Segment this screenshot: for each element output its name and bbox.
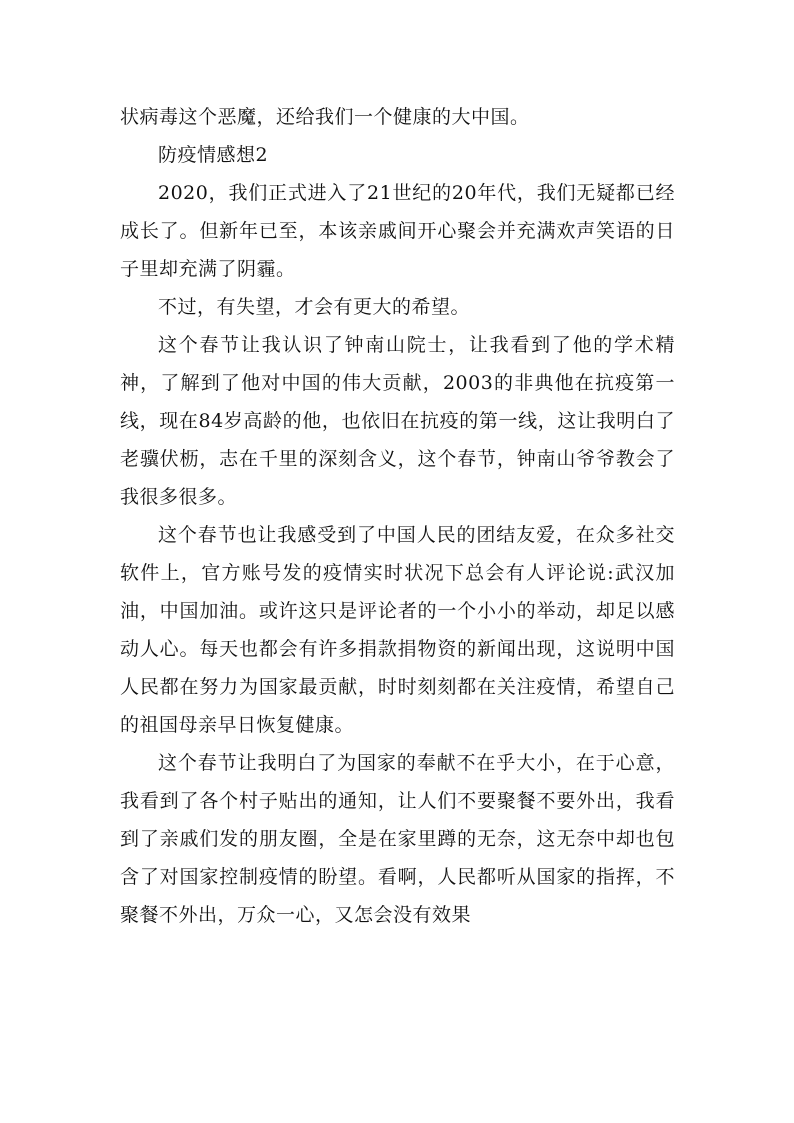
paragraph-continuation: 状病毒这个恶魔，还给我们一个健康的大中国。 — [120, 106, 530, 128]
paragraph: 2020，我们正式进入了21世纪的20年代，我们无疑都已经成长了。但新年已至，本该亲戚间开心聚会并充满欢声笑语的日子里却充满了阴霾。 — [120, 182, 675, 280]
section-heading: 防疫情感想2 — [158, 144, 269, 166]
paragraph: 这个春节也让我感受到了中国人民的团结友爱，在众多社交软件上，官方账号发的疫情实时状况下总会有人评论说:武汉加油，中国加油。或许这只是评论者的一个小小的举动，却足以感动人心。每天也都会有许多捐款捐物资的新闻出现，这说明中国人民都在努力为国家最贡献，时时刻刻都在关注疫情，希望自己的祖国母亲早日恢复健康。 — [120, 524, 675, 736]
document-body — [120, 98, 675, 934]
paragraph: 不过，有失望，才会有更大的希望。 — [158, 296, 471, 318]
paragraph: 这个春节让我认识了钟南山院士，让我看到了他的学术精神，了解到了他对中国的伟大贡献，2003的非典他在抗疫第一线，现在84岁高龄的他，也依旧在抗疫的第一线，这让我明白了老骥伏枥，志在千里的深刻含义，这个春节，钟南山爷爷教会了我很多很多。 — [120, 334, 675, 508]
paragraph: 这个春节让我明白了为国家的奉献不在乎大小，在于心意，我看到了各个村子贴出的通知，让人们不要聚餐不要外出，我看到了亲戚们发的朋友圈，全是在家里蹲的无奈，这无奈中却也包含了对国家控制疫情的盼望。看啊，人民都听从国家的指挥，不聚餐不外出，万众一心，又怎会没有效果 — [120, 752, 675, 926]
